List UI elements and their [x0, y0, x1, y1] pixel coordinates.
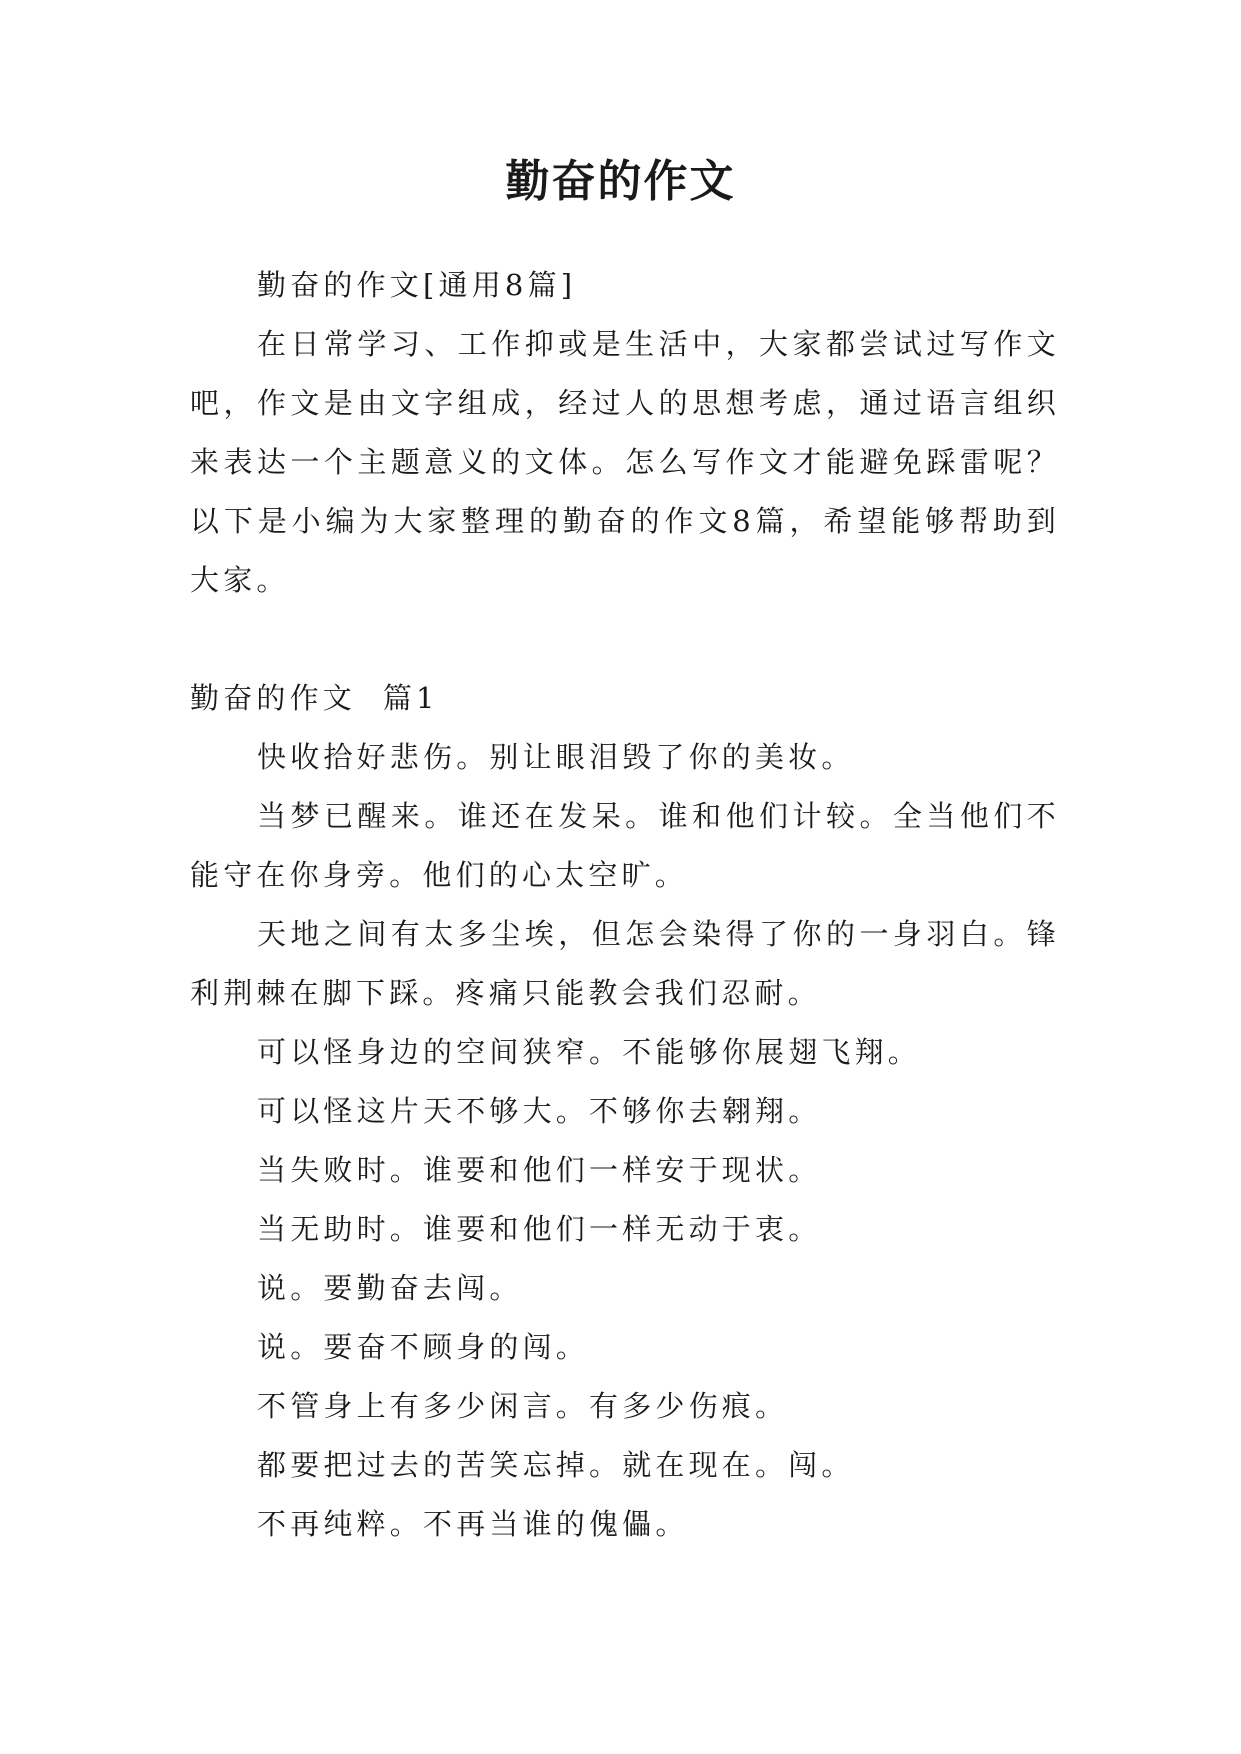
document-body [190, 256, 1060, 1554]
document-subtitle: 勤奋的作文[通用8篇] [257, 268, 577, 302]
paragraph: 当梦已醒来。谁还在发呆。谁和他们计较。全当他们不能守在你身旁。他们的心太空旷。 [190, 799, 1060, 892]
paragraph: 当无助时。谁要和他们一样无动于衷。 [257, 1212, 822, 1246]
paragraph: 都要把过去的苦笑忘掉。就在现在。闯。 [257, 1448, 855, 1482]
paragraph: 天地之间有太多尘埃，但怎会染得了你的一身羽白。锋利荆棘在脚下踩。疼痛只能教会我们忍耐。 [190, 917, 1060, 1010]
paragraph: 快收拾好悲伤。别让眼泪毁了你的美妆。 [257, 740, 855, 774]
intro-paragraph: 在日常学习、工作抑或是生活中，大家都尝试过写作文吧，作文是由文字组成，经过人的思想考虑，通过语言组织来表达一个主题意义的文体。怎么写作文才能避免踩雷呢？以下是小编为大家整理的勤奋的作文8篇，希望能够帮助到大家。 [190, 327, 1060, 597]
section-heading: 勤奋的作文 篇1 [190, 681, 439, 715]
paragraph: 不再纯粹。不再当谁的傀儡。 [257, 1507, 689, 1541]
document-title: 勤奋的作文 [505, 156, 736, 207]
paragraph: 可以怪身边的空间狭窄。不能够你展翅飞翔。 [257, 1035, 922, 1069]
paragraph: 说。要勤奋去闯。 [257, 1271, 523, 1305]
paragraph: 说。要奋不顾身的闯。 [257, 1330, 590, 1364]
paragraph: 不管身上有多少闲言。有多少伤痕。 [257, 1389, 789, 1423]
paragraph: 可以怪这片天不够大。不够你去翱翔。 [257, 1094, 822, 1128]
paragraph: 当失败时。谁要和他们一样安于现状。 [257, 1153, 822, 1187]
section-spacer [190, 610, 1060, 669]
